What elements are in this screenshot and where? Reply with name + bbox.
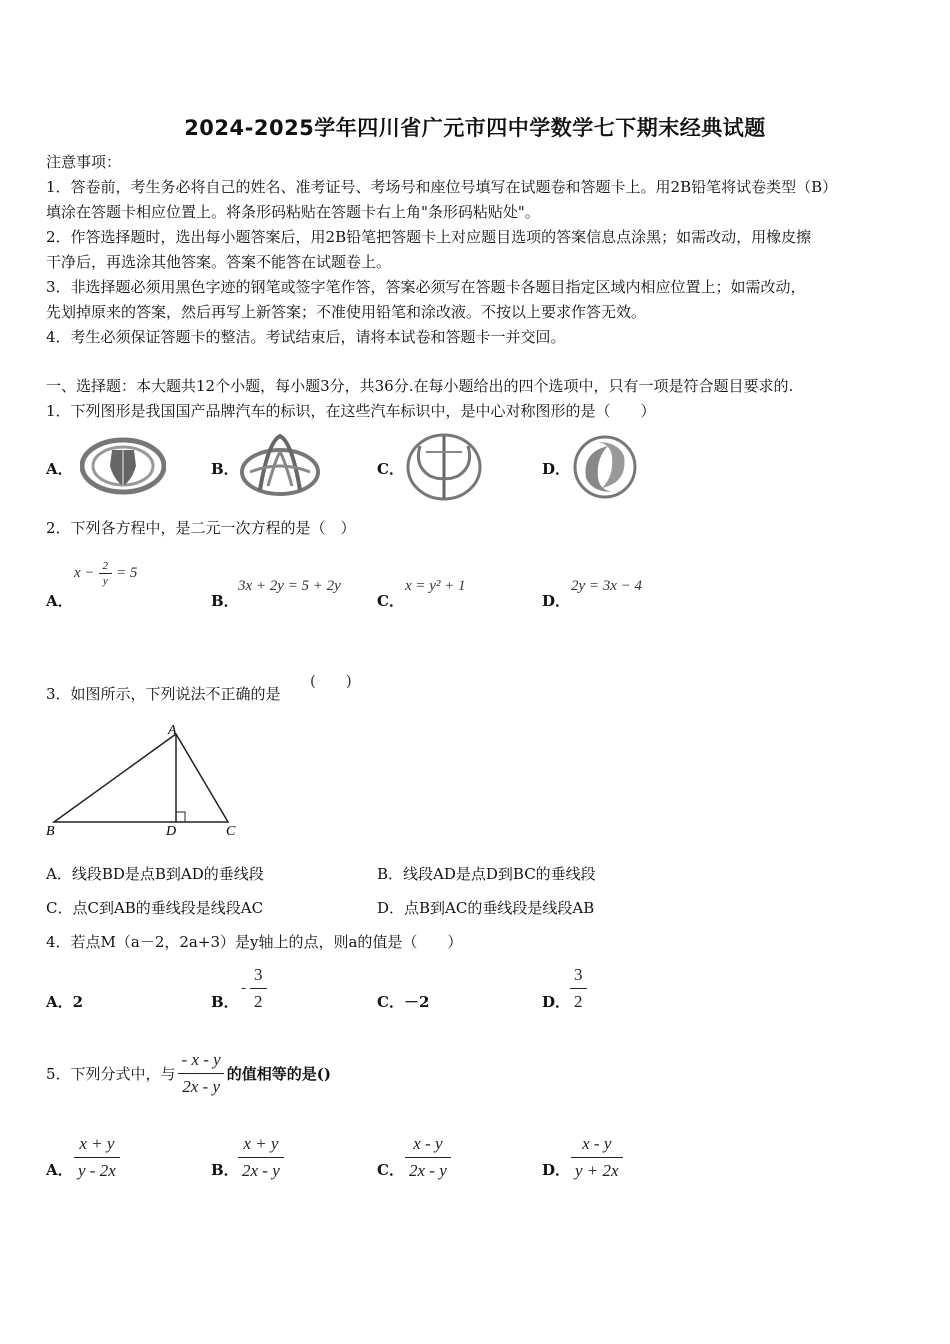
- equation-d: 2y = 3x − 4: [571, 578, 643, 594]
- equation-b: 3x + 2y = 5 + 2y: [238, 578, 341, 594]
- fraction-denominator: 2x - y: [178, 1073, 224, 1097]
- question-1-stem: 1．下列图形是我国国产品牌汽车的标识，在这些汽车标识中，是中心对称图形的是（ ）: [46, 402, 656, 420]
- answer-parentheses: ( ): [310, 672, 352, 690]
- notice-line: 填涂在答题卡相应位置上。将条形码粘贴在答题卡右上角"条形码粘贴处"。: [46, 203, 540, 221]
- option-label: A．: [46, 1161, 73, 1179]
- logo-a-image: [80, 436, 166, 496]
- option-label: B．: [211, 993, 239, 1011]
- vertex-label-d: D: [166, 824, 177, 839]
- fraction: [570, 965, 587, 1012]
- question-3-option-c: C．点C到AB的垂线段是线段AC: [46, 899, 264, 917]
- fraction-denominator: y + 2x: [571, 1157, 623, 1181]
- section-heading: 一、选择题：本大题共12个小题，每小题3分，共36分.在每小题给出的四个选项中，只有一项是符合题目要求的.: [46, 377, 794, 395]
- fraction-numerator: 2: [102, 560, 109, 572]
- fraction-denominator: y - 2x: [74, 1157, 120, 1181]
- fraction: [74, 1134, 120, 1181]
- notice-line: 2．作答选择题时，选出每小题答案后，用2B铅笔把答题卡上对应题目选项的答案信息点涂黑；如需改动，用橡皮擦: [46, 228, 812, 246]
- fraction: [250, 965, 267, 1012]
- option-label: D．: [542, 1161, 571, 1179]
- logo-b-image: [238, 432, 322, 498]
- logo-c-image: [404, 432, 484, 502]
- option-label: B．: [211, 592, 239, 610]
- question-4-option-b-value: [241, 965, 267, 1012]
- equation-a-fraction: [99, 560, 113, 587]
- fraction-denominator: 2x - y: [405, 1157, 451, 1181]
- option-label: D．: [542, 592, 571, 610]
- stem-prefix: 5．下列分式中，与: [46, 1064, 176, 1083]
- fraction-denominator: y: [99, 573, 112, 587]
- option-label: B．: [211, 1161, 239, 1179]
- option-label: C．: [377, 460, 404, 478]
- question-3-option-b: B．线段AD是点D到BC的垂线段: [377, 865, 596, 883]
- fraction-denominator: 2: [570, 988, 587, 1012]
- question-4-stem: 4．若点M（a－2，2a+3）是y轴上的点，则a的值是（ ）: [46, 933, 463, 951]
- question-5-option-a: [74, 1134, 120, 1181]
- question-4-option-c: C．－2: [377, 993, 430, 1011]
- notice-heading: 注意事项：: [46, 153, 122, 171]
- fraction-numerator: x - y: [413, 1134, 443, 1153]
- question-5-stem: [46, 1050, 331, 1097]
- fraction: [571, 1134, 623, 1181]
- fraction-numerator: 3: [574, 965, 583, 984]
- fraction-numerator: - x - y: [181, 1050, 221, 1069]
- question-5-option-b: [238, 1134, 284, 1181]
- stem-fraction: [178, 1050, 225, 1097]
- triangle-figure: [44, 722, 244, 840]
- option-label: A．: [46, 592, 73, 610]
- option-label: C．: [377, 592, 404, 610]
- fraction-numerator: x + y: [243, 1134, 279, 1153]
- fraction-denominator: 2: [250, 988, 267, 1012]
- notice-line: 3．非选择题必须用黑色字迹的钢笔或签字笔作答，答案必须写在答题卡各题目指定区域内相应位置上；如需改动，: [46, 278, 806, 296]
- vertex-label-a: A: [168, 723, 177, 738]
- equation-a: [74, 560, 137, 587]
- question-5-option-c: [405, 1134, 451, 1181]
- option-label: D．: [542, 993, 571, 1011]
- fraction-denominator: 2x - y: [238, 1157, 284, 1181]
- notice-line: 先划掉原来的答案，然后再写上新答案；不准使用铅笔和涂改液。不按以上要求作答无效。: [46, 303, 647, 321]
- option-label: B．: [211, 460, 239, 478]
- option-label: D．: [542, 460, 571, 478]
- question-3-option-a: A．线段BD是点B到AD的垂线段: [46, 865, 264, 883]
- equation-c: x = y² + 1: [405, 578, 466, 594]
- fraction: [405, 1134, 451, 1181]
- logo-d-image: [572, 434, 638, 500]
- notice-line: 4．考生必须保证答题卡的整洁。考试结束后，请将本试卷和答题卡一并交回。: [46, 328, 566, 346]
- question-4-option-d-value: [570, 965, 587, 1012]
- question-5-option-d: [571, 1134, 623, 1181]
- question-3-option-d: D．点B到AC的垂线段是线段AB: [377, 899, 595, 917]
- question-2-stem: 2．下列各方程中，是二元一次方程的是（ ）: [46, 519, 356, 537]
- fraction-numerator: x - y: [582, 1134, 612, 1153]
- equation-a-right: = 5: [116, 565, 138, 581]
- question-3-stem: 3．如图所示，下列说法不正确的是: [46, 685, 281, 703]
- fraction-numerator: 3: [254, 965, 263, 984]
- minus-sign: -: [241, 980, 246, 996]
- notice-line: 干净后，再选涂其他答案。答案不能答在试题卷上。: [46, 253, 392, 271]
- vertex-label-b: B: [46, 824, 55, 839]
- fraction: [238, 1134, 284, 1181]
- question-4-option-a: A．2: [46, 993, 84, 1011]
- option-label: C．: [377, 1161, 404, 1179]
- fraction-numerator: x + y: [79, 1134, 115, 1153]
- vertex-label-c: C: [226, 824, 236, 839]
- stem-suffix: 的值相等的是(): [226, 1064, 331, 1083]
- equation-a-left: x −: [74, 565, 95, 581]
- notice-line: 1．答卷前，考生务必将自己的姓名、准考证号、考场号和座位号填写在试题卷和答题卡上。用2B铅笔将试卷类型（B）: [46, 178, 838, 196]
- option-label: A．: [46, 460, 73, 478]
- page-title: 2024-2025学年四川省广元市四中学数学七下期末经典试题: [184, 116, 766, 140]
